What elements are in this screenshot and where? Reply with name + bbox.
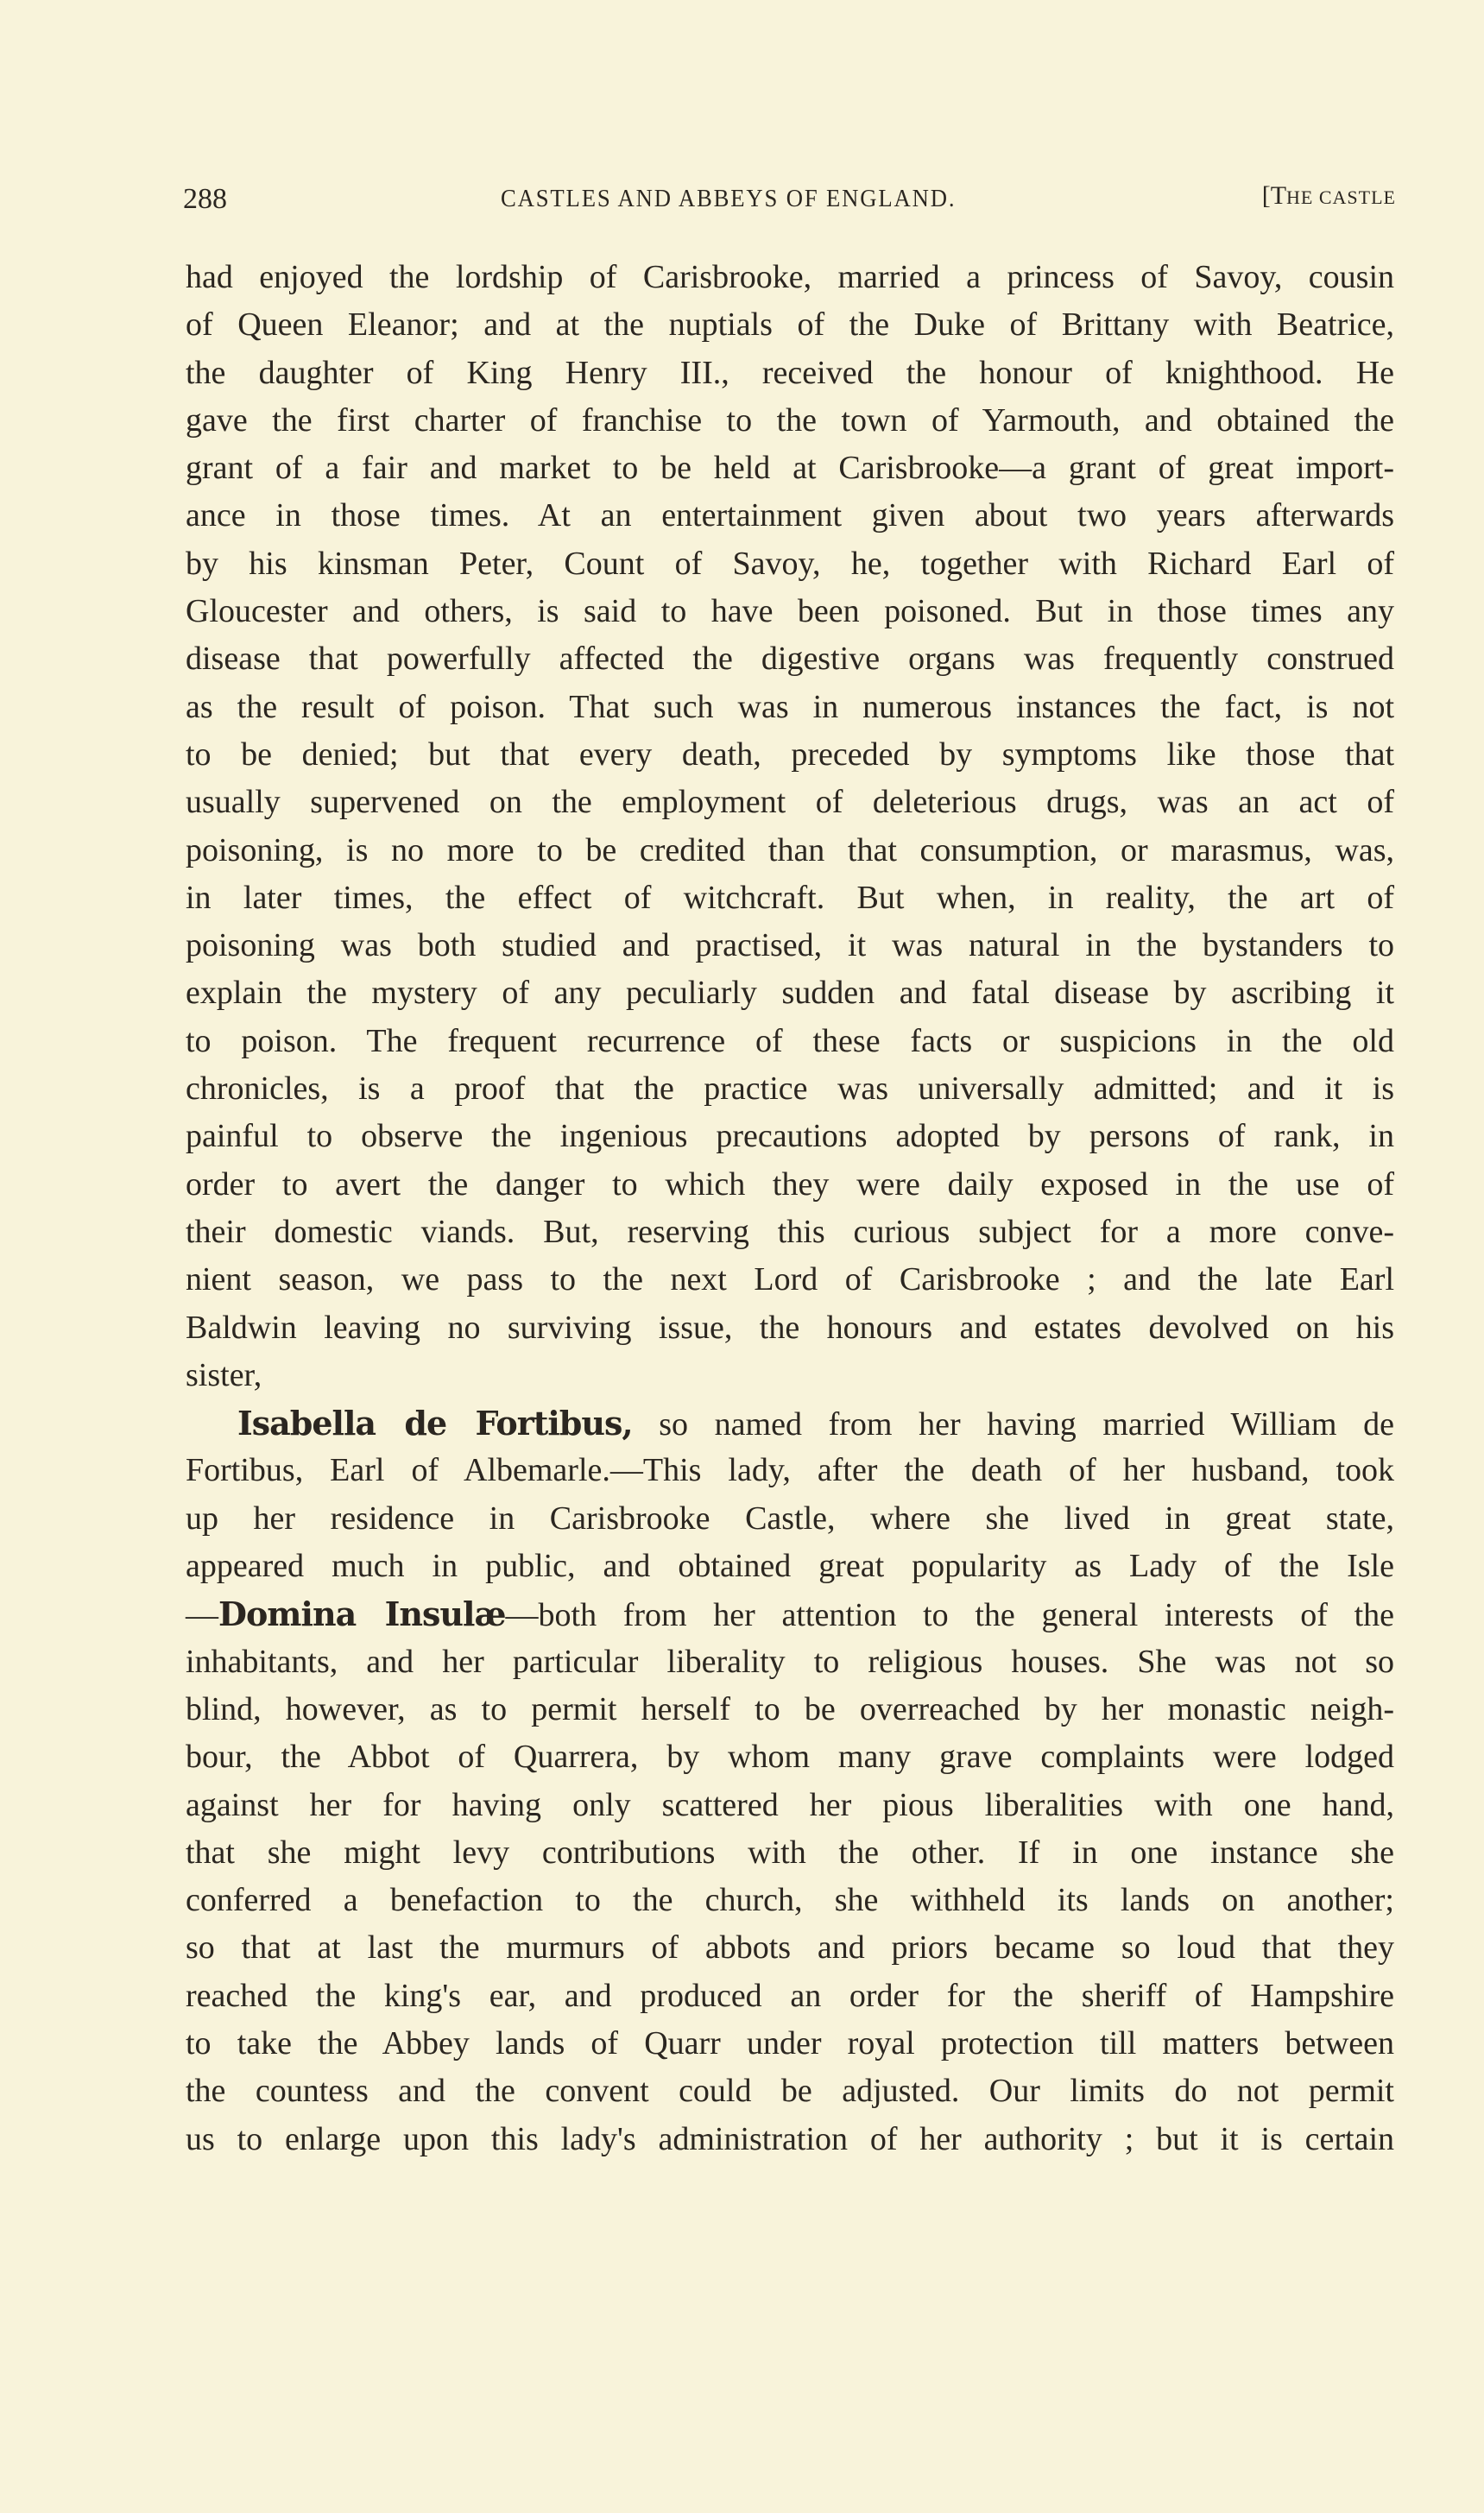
text-line [186,1018,1394,1065]
line-text: Gloucester and others, is said to have been poisoned. But in those times any [186,593,1394,630]
section-initial: T [1270,181,1287,210]
text-line [186,1495,1394,1543]
text-line [186,397,1394,445]
line-text: so named from her having married William de [632,1406,1394,1443]
text-line [186,635,1394,683]
text-line [186,445,1394,492]
text-line [186,874,1394,922]
line-text: —both from her attention to the general interests of the [505,1597,1394,1634]
text-line [186,1304,1394,1352]
line-text: up her residence in Carisbrooke Castle, where she lived in great state, [186,1500,1394,1537]
line-text: — [186,1597,218,1634]
line-text: usually supervened on the employment of deleterious drugs, was an act of [186,784,1394,821]
line-text: painful to observe the ingenious precautions adopted by persons of rank, in [186,1118,1394,1155]
line-text: appeared much in public, and obtained great popularity as Lady of the Isle [186,1548,1394,1585]
line-text: by his kinsman Peter, Count of Savoy, he, together with Richard Earl of [186,545,1394,582]
line-text: conferred a benefaction to the church, she withheld its lands on another; [186,1882,1394,1919]
line-text: of Queen Eleanor; and at the nuptials of the Duke of Brittany with Beatrice, [186,306,1394,344]
line-text: Baldwin leaving no surviving issue, the honours and estates devolved on his [186,1309,1394,1346]
line-text: ance in those times. At an entertainment given about two years afterwards [186,497,1394,534]
line-text: to poison. The frequent recurrence of these facts or suspicions in the old [186,1022,1394,1059]
line-text: blind, however, as to permit herself to be overreached by her monastic neigh- [186,1690,1394,1727]
text-line [186,1686,1394,1733]
text-line [186,2068,1394,2115]
text-line [186,1399,1394,1447]
text-line [186,1352,1394,1399]
section-title [1262,181,1396,211]
text-line [186,301,1394,349]
section-rest: HE CASTLE [1286,186,1396,208]
text-line [186,1924,1394,1972]
text-line [186,588,1394,635]
text-line [186,1590,1394,1638]
text-line [186,1447,1394,1494]
text-line [186,1113,1394,1160]
line-text: inhabitants, and her particular liberality to religious houses. She was not so [186,1643,1394,1680]
text-line [186,779,1394,826]
text-line [186,1543,1394,1590]
line-text: to take the Abbey lands of Quarr under royal protection till matters between [186,2024,1394,2062]
text-line [186,1065,1394,1113]
text-line [186,2116,1394,2163]
line-text: the countess and the convent could be adjusted. Our limits do not permit [186,2073,1394,2110]
body-text [186,254,1394,2163]
running-title: CASTLES AND ABBEYS OF ENGLAND. [501,185,957,212]
line-text: poisoning, is no more to be credited than that consumption, or marasmus, was, [186,831,1394,868]
text-line [186,1782,1394,1829]
text-line [186,2020,1394,2068]
line-text: the daughter of King Henry III., received the honour of knighthood. He [186,354,1394,391]
line-text: to be denied; but that every death, preceded by symptoms like those that [186,736,1394,773]
text-line [186,540,1394,588]
line-text: bour, the Abbot of Quarrera, by whom many grave complaints were lodged [186,1739,1394,1776]
line-text: poisoning was both studied and practised, it was natural in the bystanders to [186,927,1394,964]
line-text: as the result of poison. That such was in numerous instances the fact, is not [186,688,1394,725]
text-line [186,1161,1394,1209]
blackletter-name: Isabella de Fortibus, [237,1404,633,1443]
text-line [186,1209,1394,1256]
line-text: nient season, we pass to the next Lord of Carisbrooke ; and the late Earl [186,1261,1394,1298]
text-line [186,350,1394,397]
text-line [186,922,1394,969]
line-text: us to enlarge upon this lady's administration of her authority ; but it is certain [186,2120,1394,2157]
text-line [186,827,1394,874]
line-text: against her for having only scattered her pious liberalities with one hand, [186,1786,1394,1823]
line-text: gave the first charter of franchise to the town of Yarmouth, and obtained the [186,401,1394,439]
line-text: their domestic viands. But, reserving this curious subject for a more conve- [186,1213,1394,1250]
text-line [186,1973,1394,2020]
text-line [186,969,1394,1017]
text-line [186,254,1394,301]
line-text: order to avert the danger to which they were daily exposed in the use of [186,1165,1394,1203]
line-text: explain the mystery of any peculiarly sudden and fatal disease by ascribing it [186,975,1394,1012]
line-text: grant of a fair and market to be held at Carisbrooke—a grant of great import- [186,450,1394,487]
text-line [186,1733,1394,1781]
section-bracket: [ [1261,181,1271,210]
page-number: 288 [183,183,227,215]
line-text: in later times, the effect of witchcraft. But when, in reality, the art of [186,879,1394,916]
text-line [186,492,1394,540]
line-text: had enjoyed the lordship of Carisbrooke, married a princess of Savoy, cousin [186,259,1394,295]
line-text: reached the king's ear, and produced an order for the sheriff of Hampshire [186,1977,1394,2014]
text-line [186,1829,1394,1877]
text-line [186,1877,1394,1924]
line-text: Fortibus, Earl of Albemarle.—This lady, after the death of her husband, took [186,1452,1394,1489]
line-text: so that at last the murmurs of abbots and priors became so loud that they [186,1929,1394,1967]
text-line [186,684,1394,731]
blackletter-name: Domina Insulæ [218,1594,506,1634]
line-text: chronicles, is a proof that the practice was universally admitted; and it is [186,1070,1394,1108]
line-text: sister, [186,1356,262,1393]
text-line [186,1639,1394,1686]
line-text: that she might levy contributions with the other. If in one instance she [186,1834,1394,1871]
line-text: disease that powerfully affected the digestive organs was frequently construed [186,641,1394,678]
text-line [186,1256,1394,1304]
text-line [186,731,1394,779]
running-header [183,180,1396,223]
